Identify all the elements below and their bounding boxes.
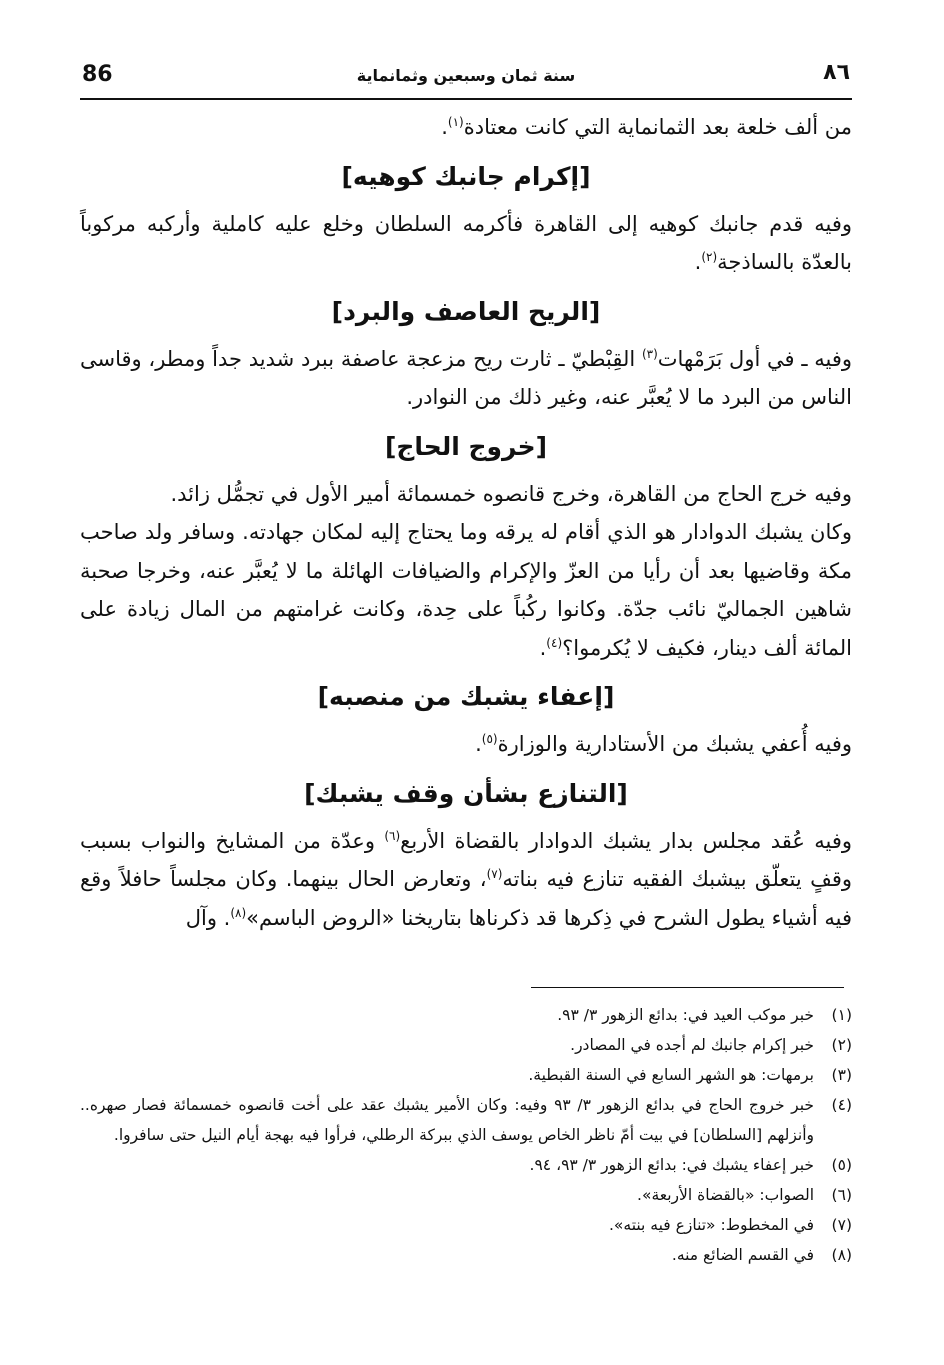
footnote-ref: (١) xyxy=(447,115,464,129)
main-text xyxy=(80,108,852,937)
paragraph: وفيه أُعفي يشبك من الأستادارية والوزارة$^{(٥)}$. xyxy=(475,732,852,756)
section-heading: [خروج الحاج] xyxy=(384,431,548,461)
footnote-ref: (٦) xyxy=(384,828,401,843)
footnote: (٨) في القسم الضائع منه. xyxy=(671,1246,852,1264)
footnotes xyxy=(80,1000,852,1270)
running-title: سنة ثمان وسبعين وثمانماية xyxy=(356,66,576,85)
footnote: (١) خبر موكب العيد في: بدائع الزهور ٣/ ٩٣. xyxy=(557,1006,852,1024)
paragraph: وفيه ـ في أول بَرَمْهات$^{(٣)}$ القِبْطيّ ـ ثارت ريح مزعجة عاصفة ببرد شديد جداً ومطر، وقاسى الناس من البرد ما لا يُعبَّر عنه، وغير ذلك من النوادر. xyxy=(80,346,853,409)
footnote-ref: (٥) xyxy=(481,732,498,746)
footnote-ref: (٧) xyxy=(486,867,503,881)
footnote-ref: (٢) xyxy=(701,250,718,264)
paragraph: وفيه عُقد مجلس بدار يشبك الدوادار بالقضاة الأربع$^{(٦)}$ وعدّة من المشايخ والنواب بسبب وقفٍ يتعلّق بيشبك الفقيه تنازع فيه بناته$^{(٧)}$، وتعارض الحال بينهما. وكان مجلساً حافلاً وقع فيه أشياء يطول الشرح في ذِكرها قد ذكرناها بتاريخنا «الروض الباسم»$^{(٨)}$. وآل xyxy=(80,828,853,930)
footnote: (٥) خبر إعفاء يشبك في: بدائع الزهور ٣/ ٩٣، ٩٤. xyxy=(529,1156,852,1174)
section-heading: [الريح العاصف والبرد] xyxy=(331,296,601,326)
paragraph: من ألف خلعة بعد الثمانماية التي كانت معتادة$^{(١)}$. xyxy=(441,115,852,139)
footnote-ref: (٤) xyxy=(546,635,563,650)
page-number-arabic: ٨٦ xyxy=(823,60,850,85)
footnote: (٧) في المخطوط: «تنازع فيه بنته». xyxy=(608,1216,852,1234)
footnote: (٤) خبر خروج الحاج في بدائع الزهور ٣/ ٩٣ وفيه: وكان الأمير يشبك عقد على أخت قانصوه خمسمائة فصار صهره.. وأنزلهم [السلطان] في بيت أمّ ناظر الخاص يوسف الذي ببركة الرطلي، فرأوا فيه بهجة أيام النيل حتى سافروا. xyxy=(80,1096,852,1144)
footnote-ref: (٣) xyxy=(641,346,658,361)
paragraph: وفيه خرج الحاج من القاهرة، وخرج قانصوه خمسمائة أمير الأول في تجمُّل زائد. xyxy=(170,481,852,506)
section-heading: [إعفاء يشبك من منصبه] xyxy=(317,682,615,711)
page-header xyxy=(80,58,852,100)
paragraph: وفيه قدم جانبك كوهيه إلى القاهرة فأكرمه السلطان وخلع عليه كاملية وأركبه مركوباً بالعدّة بالساذجة$^{(٢)}$. xyxy=(80,211,852,274)
footnote-ref: (٨) xyxy=(230,905,247,920)
footnote-divider xyxy=(531,987,844,988)
section-heading: [إكرام جانبك كوهيه] xyxy=(341,161,591,191)
footnote: (٦) الصواب: «بالقضاة الأربعة». xyxy=(637,1186,852,1204)
section-heading: [التنازع بشأن وقف يشبك] xyxy=(304,778,628,808)
page-number-latin: 86 xyxy=(82,62,113,87)
paragraph: وكان يشبك الدوادار هو الذي أقام له يرقه وما يحتاج إليه لمكان جهادته. وسافر ولد صاحب مكة وقاضيها بعد أن رأيا من العزّ والإكرام والضيافات الهائلة ما لا يُعبَّر عنه، وخرجا صحبة شاهين الجماليّ نائب جدّة. وكانوا ركُباً على حِدة، وكانت غرامتهم من المال زيادة على المائة ألف دينار، فكيف لا يُكرموا؟$^{(٤)}$. xyxy=(80,520,852,660)
footnote: (٢) خبر إكرام جانبك لم أجده في المصادر. xyxy=(570,1036,852,1054)
footnote: (٣) برمهات: هو الشهر السابع في السنة القبطية. xyxy=(528,1066,852,1084)
